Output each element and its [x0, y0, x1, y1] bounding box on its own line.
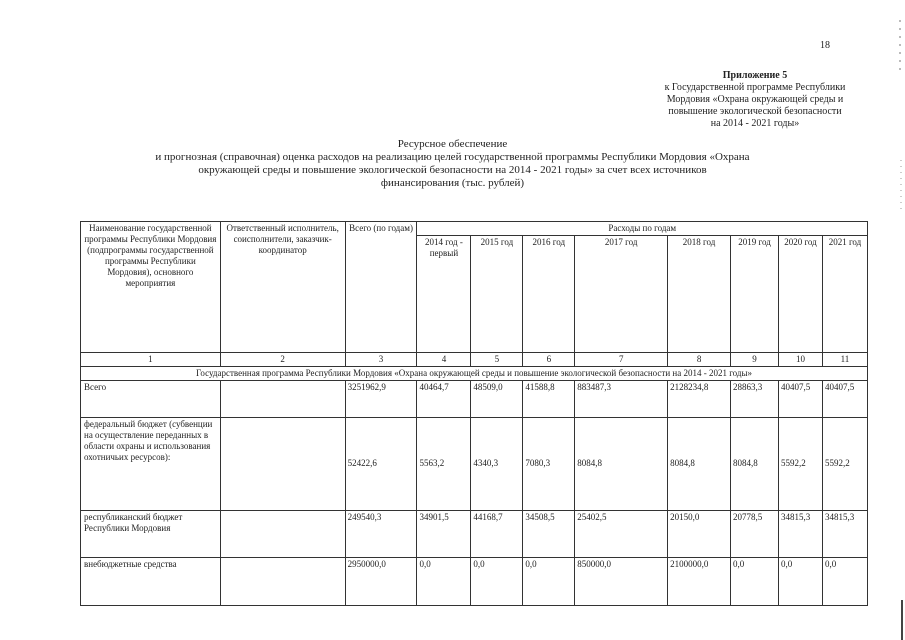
scan-edge-noise — [887, 0, 905, 640]
table-row — [81, 558, 868, 606]
column-number: 6 — [523, 353, 575, 367]
column-number: 4 — [417, 353, 471, 367]
row-value: 25402,5 — [575, 511, 668, 558]
appendix-title: Приложение 5 — [722, 70, 788, 81]
column-number: 7 — [575, 353, 668, 367]
row-responsible — [220, 558, 345, 606]
column-number: 5 — [471, 353, 523, 367]
heading-title: Ресурсное обеспечение — [397, 138, 508, 150]
row-value: 0,0 — [731, 558, 779, 606]
header-total: Всего (по годам) — [345, 222, 417, 353]
row-value: 40464,7 — [417, 381, 471, 418]
row-responsible — [220, 511, 345, 558]
row-value: 20778,5 — [731, 511, 779, 558]
column-number: 1 — [81, 353, 221, 367]
row-value: 5563,2 — [417, 418, 471, 511]
program-title-row — [81, 367, 868, 381]
row-value: 249540,3 — [345, 511, 417, 558]
row-value: 48509,0 — [471, 381, 523, 418]
row-value: 3251962,9 — [345, 381, 417, 418]
column-number: 11 — [822, 353, 867, 367]
row-responsible — [220, 418, 345, 511]
header-year: 2018 год — [668, 236, 731, 353]
row-value: 34508,5 — [523, 511, 575, 558]
row-label: Всего — [81, 381, 221, 418]
heading-line: и прогнозная (справочная) оценка расходов на реализацию целей государственной программы Республики Мордовия «Охрана — [155, 151, 750, 163]
row-value: 0,0 — [523, 558, 575, 606]
program-title: Государственная программа Республики Мордовия «Охрана окружающей среды и повышение экологической безопасности на 2014 - 2021 годы» — [81, 367, 868, 381]
row-value: 41588,8 — [523, 381, 575, 418]
row-value: 883487,3 — [575, 381, 668, 418]
column-number: 10 — [779, 353, 823, 367]
row-label: республиканский бюджет Республики Мордовия — [81, 511, 221, 558]
header-year: 2017 год — [575, 236, 668, 353]
row-value: 2100000,0 — [668, 558, 731, 606]
heading-line: финансирования (тыс. рублей) — [380, 177, 525, 189]
row-value: 40407,5 — [822, 381, 867, 418]
row-value: 5592,2 — [779, 418, 823, 511]
row-value: 4340,3 — [471, 418, 523, 511]
header-responsible: Ответственный исполнитель, соисполнители, заказчик-координатор — [220, 222, 345, 353]
row-value: 34815,3 — [822, 511, 867, 558]
column-number: 2 — [220, 353, 345, 367]
header-row — [81, 222, 868, 236]
row-value: 8084,8 — [575, 418, 668, 511]
row-label: федеральный бюджет (субвенции на осуществление переданных в области охраны и использования охотничьих ресурсов): — [81, 418, 221, 511]
row-value: 8084,8 — [668, 418, 731, 511]
table-row — [81, 418, 868, 511]
header-year: 2021 год — [822, 236, 867, 353]
row-value: 0,0 — [779, 558, 823, 606]
column-numbers-row — [81, 353, 868, 367]
heading-line: окружающей среды и повышение экологической безопасности на 2014 - 2021 годы» за счет всех источников — [198, 164, 707, 176]
resource-table — [80, 221, 868, 606]
page-number: 18 — [820, 40, 830, 51]
row-value: 20150,0 — [668, 511, 731, 558]
header-years-group: Расходы по годам — [417, 222, 868, 236]
row-value: 8084,8 — [731, 418, 779, 511]
row-value: 40407,5 — [779, 381, 823, 418]
header-year: 2015 год — [471, 236, 523, 353]
document-heading — [80, 138, 825, 190]
header-year: 2019 год — [731, 236, 779, 353]
appendix-line: Мордовия «Охрана окружающей среды и — [666, 94, 844, 105]
row-value: 34901,5 — [417, 511, 471, 558]
row-value: 2950000,0 — [345, 558, 417, 606]
row-value: 0,0 — [417, 558, 471, 606]
row-value: 0,0 — [822, 558, 867, 606]
row-value: 34815,3 — [779, 511, 823, 558]
row-value: 28863,3 — [731, 381, 779, 418]
row-value: 5592,2 — [822, 418, 867, 511]
row-value: 850000,0 — [575, 558, 668, 606]
row-value: 52422,6 — [345, 418, 417, 511]
row-value: 44168,7 — [471, 511, 523, 558]
appendix-block — [640, 70, 870, 130]
header-year: 2020 год — [779, 236, 823, 353]
row-responsible — [220, 381, 345, 418]
header-year: 2016 год — [523, 236, 575, 353]
header-year: 2014 год - первый — [417, 236, 471, 353]
header-name: Наименование государственной программы Республики Мордовия (подпрограммы государственной программы Республики Мордовия), основного мероприятия — [81, 222, 221, 353]
row-label: внебюджетные средства — [81, 558, 221, 606]
table-row — [81, 511, 868, 558]
row-value: 7080,3 — [523, 418, 575, 511]
appendix-line: к Государственной программе Республики — [664, 82, 846, 93]
table-row — [81, 381, 868, 418]
column-number: 8 — [668, 353, 731, 367]
row-value: 2128234,8 — [668, 381, 731, 418]
appendix-line: на 2014 - 2021 годы» — [710, 118, 800, 129]
row-value: 0,0 — [471, 558, 523, 606]
column-number: 3 — [345, 353, 417, 367]
appendix-line: повышение экологической безопасности — [668, 106, 842, 117]
column-number: 9 — [731, 353, 779, 367]
